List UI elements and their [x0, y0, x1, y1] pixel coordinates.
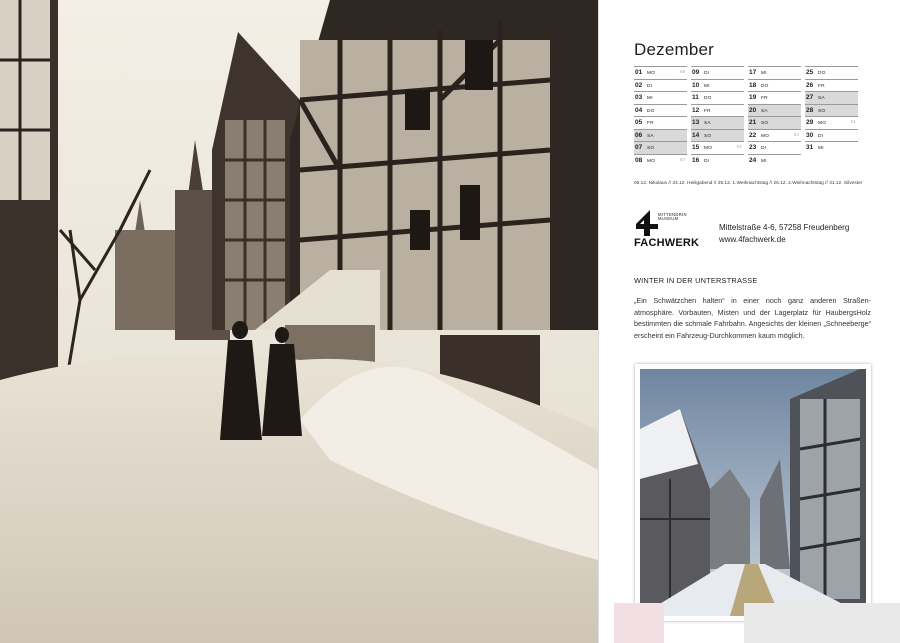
calendar-weekday: SA: [761, 108, 768, 114]
calendar-day-number: 21: [749, 119, 757, 126]
calendar-day-number: 29: [806, 119, 814, 126]
calendar-day-cell: [805, 66, 858, 79]
calendar-weekday: FR: [647, 121, 654, 126]
calendar-day-cell: [634, 141, 687, 154]
calendar-weekday: DI: [704, 158, 710, 164]
calendar-weekday: MI: [761, 71, 767, 76]
calendar-day-cell: [805, 116, 858, 129]
calendar-day-number: 20: [749, 106, 757, 114]
calendar-day-cell: [691, 141, 744, 154]
calendar-day-cell: [691, 116, 744, 129]
calendar-day-number: 16: [692, 156, 700, 164]
calendar-weekday: MI: [818, 146, 824, 151]
calendar-weekday: DO: [818, 71, 826, 76]
calendar-day-number: 01: [635, 69, 643, 76]
calendar-day-cell: [634, 154, 687, 167]
calendar-week-number: 50: [679, 157, 685, 163]
calendar-week-number: 01: [850, 120, 856, 125]
calendar-weekday: FR: [761, 96, 768, 101]
calendar-day-number: 15: [692, 144, 700, 151]
calendar-week-number: 49: [679, 70, 685, 75]
calendar-weekday: MO: [818, 121, 827, 126]
decorative-bottom-band: [614, 603, 900, 643]
modern-street-photo-graphic: [640, 369, 866, 616]
calendar-day-number: 09: [692, 69, 700, 76]
calendar-page: [599, 0, 900, 643]
calendar-day-cell: [748, 91, 801, 104]
calendar-column-1: [634, 66, 687, 166]
calendar-weekday: SO: [704, 133, 712, 139]
calendar-day-number: 04: [635, 106, 643, 114]
article-body: „Ein Schwätzchen halten“ in einer noch ganz anderen Straßenatmosphäre. Vorbauten, Misten und der Lagerplatz für HaubergsHolz bestimmten die schmale Fahrbahn. Angesichts der kleinen „Schneeberge“ erscheint ein Fahrzeug-Durchkommen kaum möglich.: [634, 296, 871, 341]
calendar-day-number: 18: [749, 81, 757, 89]
calendar-weekday: DI: [818, 133, 824, 139]
calendar-weekday: MO: [647, 71, 656, 76]
museum-logo: [634, 208, 706, 254]
calendar-day-cell: [805, 129, 858, 142]
calendar-day-number: 10: [692, 81, 700, 89]
calendar-week-number: 51: [736, 145, 742, 150]
calendar-day-number: 19: [749, 94, 757, 101]
calendar-day-cell: [748, 129, 801, 142]
calendar-day-cell: [691, 91, 744, 104]
calendar-weekday: FR: [818, 83, 825, 89]
calendar-day-number: 30: [806, 131, 814, 139]
calendar-weekday: DI: [704, 71, 710, 76]
calendar-weekday: SO: [818, 108, 826, 114]
calendar-weekday: MO: [761, 133, 770, 139]
calendar-day-cell: [691, 154, 744, 167]
calendar-day-cell: [634, 79, 687, 92]
logo-main-text: FACHWERK: [634, 237, 700, 249]
modern-street-photo: [635, 364, 871, 621]
calendar-day-cell: [634, 66, 687, 79]
calendar-day-cell: [634, 104, 687, 117]
calendar-weekday: MO: [704, 146, 713, 151]
logo-top-text: MITTENDRIN MUSEUM: [658, 212, 687, 222]
calendar-column-4: [805, 66, 858, 154]
calendar-day-number: 08: [635, 156, 643, 164]
calendar-day-number: 07: [635, 144, 643, 151]
calendar-day-number: 11: [692, 94, 699, 101]
calendar-weekday: DO: [761, 83, 769, 89]
calendar-weekday: DO: [647, 108, 655, 114]
calendar-weekday: SA: [647, 133, 654, 139]
calendar-day-number: 14: [692, 131, 700, 139]
address-website[interactable]: www.4fachwerk.de: [719, 235, 786, 244]
calendar-day-cell: [748, 104, 801, 117]
calendar-week-number: 52: [793, 132, 799, 138]
calendar-day-cell: [748, 154, 801, 167]
calendar-day-number: 05: [635, 119, 643, 126]
calendar-day-cell: [748, 116, 801, 129]
calendar-weekday: FR: [704, 108, 711, 114]
calendar-day-cell: [691, 104, 744, 117]
calendar-day-number: 12: [692, 106, 700, 114]
calendar-day-number: 23: [749, 144, 757, 151]
calendar-day-number: 27: [806, 94, 814, 101]
calendar-day-number: 24: [749, 156, 757, 164]
calendar-day-number: 31: [806, 144, 814, 151]
calendar-column-2: [691, 66, 744, 166]
calendar-weekday: DO: [704, 96, 712, 101]
calendar-day-cell: [805, 91, 858, 104]
calendar-weekday: SO: [647, 146, 655, 151]
calendar-day-cell: [805, 104, 858, 117]
calendar-day-cell: [634, 129, 687, 142]
calendar-day-cell: [691, 79, 744, 92]
address-street: Mittelstraße 4-6, 57258 Freudenberg: [719, 223, 850, 232]
calendar-day-number: 26: [806, 81, 814, 89]
calendar-weekday: MI: [761, 158, 767, 164]
calendar-weekday: SA: [704, 121, 711, 126]
calendar-day-cell: [634, 116, 687, 129]
calendar-column-3: [748, 66, 801, 166]
article-title: WINTER IN DER UNTERSTRASSE: [634, 276, 758, 285]
calendar-weekday: MI: [647, 96, 653, 101]
calendar-day-cell: [634, 91, 687, 104]
month-title: Dezember: [634, 40, 715, 59]
calendar-day-number: 25: [806, 69, 814, 76]
calendar-day-cell: [805, 141, 858, 154]
calendar-weekday: SA: [818, 96, 825, 101]
calendar-weekday: SO: [761, 121, 769, 126]
calendar-day-number: 17: [749, 69, 757, 76]
holiday-list: 06.12. Nikolaus // 24.12. Heiligabend // 25.12. 1.Weihnachtstag // 26.12. 2.Weihnachtstag // 31.12. Silvester: [634, 180, 863, 185]
museum-address: [719, 222, 849, 246]
calendar-day-number: 28: [806, 106, 814, 114]
calendar-day-cell: [805, 79, 858, 92]
calendar-day-cell: [691, 66, 744, 79]
calendar-day-cell: [748, 66, 801, 79]
calendar-weekday: DI: [647, 83, 653, 89]
calendar-day-cell: [748, 79, 801, 92]
calendar-day-number: 03: [635, 94, 643, 101]
calendar-day-cell: [691, 129, 744, 142]
calendar-weekday: MO: [647, 158, 656, 164]
calendar-day-number: 22: [749, 131, 757, 139]
calendar-weekday: DI: [761, 146, 767, 151]
calendar-day-cell: [748, 141, 801, 154]
calendar-day-number: 06: [635, 131, 643, 139]
calendar-day-number: 02: [635, 81, 643, 89]
calendar-day-number: 13: [692, 119, 700, 126]
calendar-weekday: MI: [704, 83, 710, 89]
